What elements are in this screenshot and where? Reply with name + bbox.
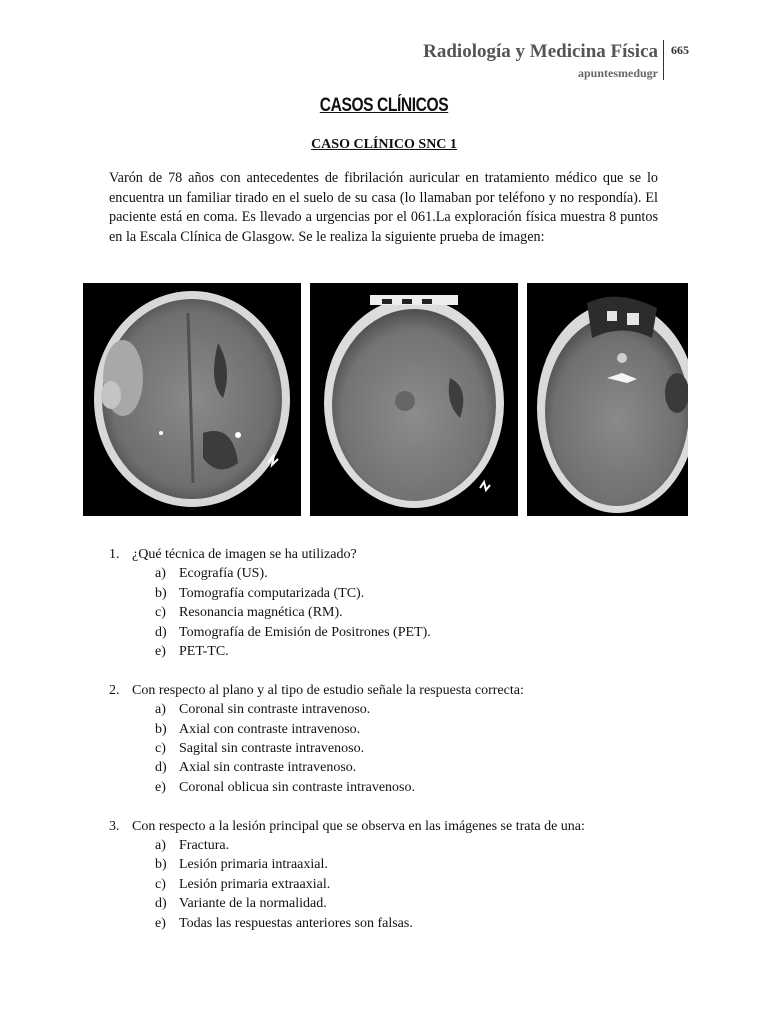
option-text: Coronal oblicua sin contraste intravenoso.	[179, 779, 415, 795]
option-letter: b)	[155, 721, 167, 737]
answer-option	[109, 720, 669, 739]
option-letter: e)	[155, 915, 166, 931]
option-text: Sagital sin contraste intravenoso.	[179, 741, 365, 757]
answer-option	[109, 623, 669, 642]
option-text: Tomografía computarizada (TC).	[179, 585, 365, 601]
case-intro: Varón de 78 años con antecedentes de fibrilación auricular en tratamiento médico que se lo encuentra un familiar tirado en el suelo de su casa (lo llamaban por teléfono y no respondía). El paciente está en coma. Es llevado a urgencias por el 061.La exploración física muestra 8 puntos en la Escala Clínica de Glasgow. Se le realiza la siguiente prueba de imagen:	[109, 170, 658, 245]
document-title: CASOS CLÍNICOS	[319, 95, 449, 116]
option-letter: c)	[155, 605, 166, 621]
option-text: Axial con contraste intravenoso.	[179, 721, 361, 737]
page-number: 665	[671, 43, 689, 57]
answer-option	[109, 700, 669, 719]
option-letter: d)	[155, 624, 167, 640]
answer-option	[109, 855, 669, 874]
option-text: Fractura.	[179, 838, 230, 854]
answer-option	[109, 778, 669, 797]
option-text: Lesión primaria intraaxial.	[179, 857, 328, 873]
question-1	[109, 545, 669, 661]
option-text: Ecografía (US).	[179, 566, 268, 582]
option-text: Variante de la normalidad.	[179, 896, 327, 912]
header-subtitle: apuntesmedugr	[577, 66, 658, 80]
option-letter: d)	[155, 896, 167, 912]
option-letter: c)	[155, 741, 166, 757]
question-number: 3.	[109, 818, 120, 834]
question-list	[109, 545, 669, 952]
question-text: Con respecto al plano y al tipo de estudio señale la respuesta correcta:	[132, 682, 524, 698]
answer-option	[109, 758, 669, 777]
option-text: PET-TC.	[179, 644, 229, 660]
answer-option	[109, 875, 669, 894]
case-title: CASO CLÍNICO SNC 1	[311, 137, 457, 152]
option-text: Axial sin contraste intravenoso.	[179, 760, 357, 776]
answer-option	[109, 894, 669, 913]
option-letter: a)	[155, 702, 166, 718]
option-letter: b)	[155, 585, 167, 601]
answer-option	[109, 914, 669, 933]
question-text: ¿Qué técnica de imagen se ha utilizado?	[132, 547, 357, 562]
option-letter: e)	[155, 779, 166, 795]
question-number: 1.	[109, 547, 120, 562]
option-text: Resonancia magnética (RM).	[179, 605, 343, 621]
ct-image-strip	[0, 283, 768, 516]
option-letter: a)	[155, 838, 166, 854]
answer-option	[109, 584, 669, 603]
ct-scan-image-3	[527, 283, 688, 516]
option-letter: a)	[155, 566, 166, 582]
option-letter: d)	[155, 760, 167, 776]
option-text: Lesión primaria extraaxial.	[179, 876, 331, 892]
answer-option	[109, 836, 669, 855]
ct-scan-image-1	[83, 283, 301, 516]
option-text: Todas las respuestas anteriores son falsas.	[179, 915, 413, 931]
answer-option	[109, 603, 669, 622]
ct-scan-image-2	[310, 283, 518, 516]
option-text: Coronal sin contraste intravenoso.	[179, 702, 371, 718]
option-letter: b)	[155, 857, 167, 873]
question-number: 2.	[109, 682, 120, 698]
option-text: Tomografía de Emisión de Positrones (PET).	[179, 624, 431, 640]
answer-option	[109, 642, 669, 661]
question-3	[109, 817, 669, 933]
answer-option	[109, 564, 669, 583]
question-2	[109, 681, 669, 797]
option-letter: e)	[155, 644, 166, 660]
question-text: Con respecto a la lesión principal que se observa en las imágenes se trata de una:	[132, 818, 585, 834]
header-divider	[663, 40, 664, 80]
header-title: Radiología y Medicina Física	[423, 41, 658, 62]
option-letter: c)	[155, 876, 166, 892]
answer-option	[109, 739, 669, 758]
